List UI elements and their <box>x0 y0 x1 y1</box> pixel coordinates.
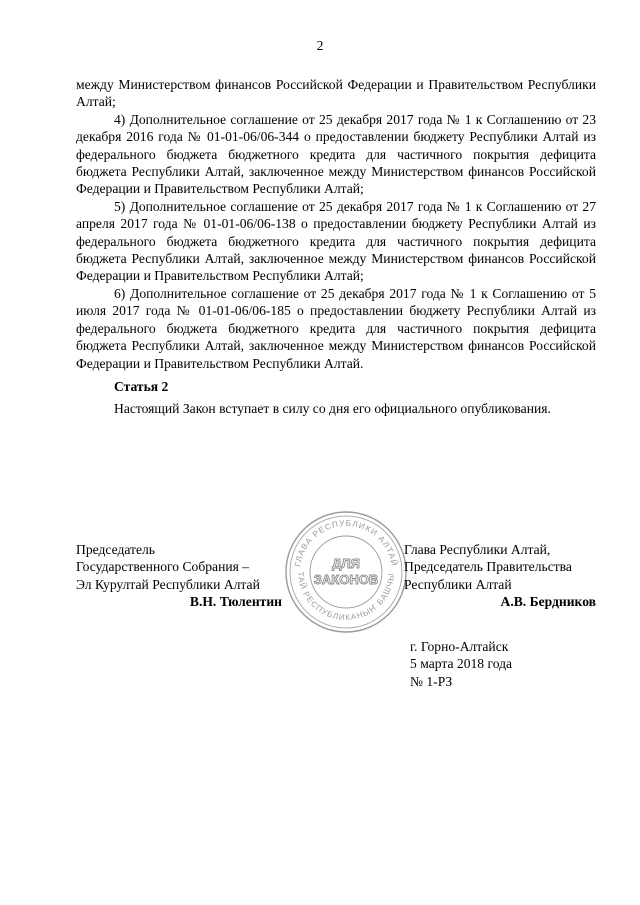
svg-text:АЛТАЙ РЕСПУБЛИКАНЫҤ БАШЧЫЗЫ: ТАЙ РЕСПУБЛИКАНЫҤ БАШЧЫ <box>295 571 397 623</box>
paragraph-continuation: между Министерством финансов Российской Федерации и Правительством Республики Алтай; <box>76 77 596 110</box>
official-seal-stamp <box>284 510 408 634</box>
article-2-heading: Статья 2 <box>114 378 169 394</box>
place-city: г. Горно-Алтайск <box>410 639 509 654</box>
right-title-line-1: Глава Республики Алтай, <box>404 542 551 557</box>
svg-text:ЗАКОНОВ: ЗАКОНОВ <box>313 572 379 587</box>
paragraph-item-6: 6) Дополнительное соглашение от 25 декабря 2017 года № 1 к Соглашению от 5 июля 2017 года № 01-01-06/06-185 о предоставлении бюджету Республики Алтай из федерального бюджета бюджетного кредита для частичного покрытия дефицита бюджета Республики Алтай, заключенное между Министерством финансов Российской Федерации и Правительством Республики Алтай. <box>76 285 596 371</box>
left-signatory-name: В.Н. Тюлентин <box>189 594 282 610</box>
left-title-line-2: Государственного Собрания – <box>76 559 250 575</box>
seal-graphic <box>284 510 408 634</box>
article-2-text: Настоящий Закон вступает в силу со дня его официального опубликования. <box>114 401 551 417</box>
adoption-date: 5 марта 2018 года <box>410 656 513 672</box>
right-signatory-name: А.В. Бердников <box>500 594 596 610</box>
svg-text:ГЛАВА РЕСПУБЛИКИ АЛТАЙ: ГЛАВА РЕСПУБЛИКИ АЛТАЙ <box>293 518 399 568</box>
right-title-line-2: Председатель Правительства <box>404 559 572 575</box>
place-and-date-block <box>410 638 590 690</box>
paragraph-item-5: 5) Дополнительное соглашение от 25 декабря 2017 года № 1 к Соглашению от 27 апреля 2017 года № 01-01-06/06-138 о предоставлении бюджету Республики Алтай из федерального бюджета бюджетного кредита для частичного покрытия дефицита бюджета Республики Алтай, заключенное между Министерством финансов Российской Федерации и Правительством Республики Алтай; <box>76 198 596 284</box>
svg-text:ДЛЯ: ДЛЯ <box>332 556 360 571</box>
signature-block-right <box>404 541 596 611</box>
left-title-line-3: Эл Курултай Республики Алтай <box>76 576 260 592</box>
document-body <box>76 76 596 418</box>
paragraph-item-4: 4) Дополнительное соглашение от 25 декабря 2017 года № 1 к Соглашению от 23 декабря 2016 года № 01-01-06/06-344 о предоставлении бюджету Республики Алтай из федерального бюджета бюджетного кредита для частичного покрытия дефицита бюджета Республики Алтай, заключенное между Министерством финансов Российской Федерации и Правительством Республики Алтай; <box>76 111 596 197</box>
right-title-line-3: Республики Алтай <box>404 576 512 592</box>
signature-block-left <box>76 541 282 611</box>
page-number: 2 <box>316 38 324 53</box>
law-number: № 1-РЗ <box>410 673 453 689</box>
left-title-line-1: Председатель <box>76 542 155 557</box>
